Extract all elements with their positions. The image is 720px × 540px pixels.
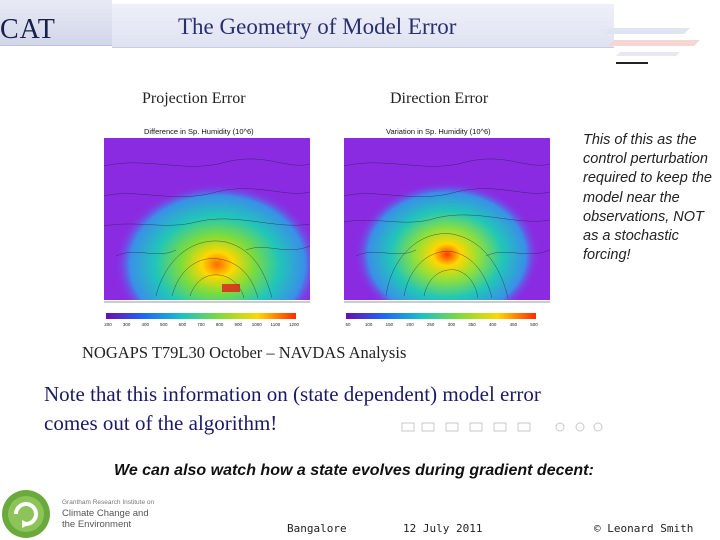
gradient-descent-headline: We can also watch how a state evolves during gradient decent:: [114, 462, 594, 479]
title-bar: [112, 4, 614, 48]
figure-caption: NOGAPS T79L30 October – NAVDAS Analysis: [82, 343, 407, 362]
colorbar-tick-label: 700: [197, 322, 205, 327]
institute-line1: Grantham Research Institute on: [62, 499, 155, 506]
colorbar-tick-label: 900: [234, 322, 242, 327]
projection-map-heading: Difference in Sp. Humidity (10^6): [144, 127, 254, 136]
colorbar-tick-label: 500: [530, 322, 538, 327]
institute-line2: Climate Change and: [62, 508, 149, 519]
colorbar-tick-label: 400: [141, 322, 149, 327]
colorbar-tick-label: 300: [447, 322, 456, 327]
colorbar-tick-label: 1200: [288, 322, 300, 327]
projection-error-map: [96, 126, 318, 328]
colorbar-tick-label: 150: [385, 322, 394, 327]
colorbar-tick-label: 600: [178, 322, 187, 327]
colorbar-tick-label: 200: [406, 322, 414, 327]
colorbar-tick-label: 100: [364, 322, 373, 327]
slide-title: The Geometry of Model Error: [178, 14, 457, 39]
colorbar-tick-label: 350: [468, 322, 476, 327]
footer-location: Bangalore: [287, 522, 347, 535]
footer-author: © Leonard Smith: [594, 522, 694, 535]
projection-error-title: Projection Error: [142, 90, 246, 107]
colorbar-tick-label: 250: [426, 322, 435, 327]
cat-logo: [0, 0, 112, 46]
cat-logo-text: CAT: [0, 14, 56, 45]
decorative-stripes-icon: [600, 26, 710, 70]
direction-error-title: Direction Error: [390, 90, 489, 107]
colorbar-tick-label: 800: [215, 322, 224, 327]
direction-error-map: [336, 126, 558, 328]
colorbar-tick-label: 450: [509, 322, 518, 327]
institute-name: [62, 497, 172, 530]
projection-colorbar: [106, 313, 296, 319]
colorbar-tick-label: 1100: [270, 322, 281, 327]
colorbar-tick-label: 500: [160, 322, 168, 327]
colorbar-tick-label: 50: [345, 322, 351, 327]
footer-date: 12 July 2011: [403, 522, 483, 535]
colorbar-tick-label: 300: [122, 322, 131, 327]
colorbar-tick-label: 200: [104, 322, 112, 327]
colorbar-tick-label: 1000: [251, 322, 262, 327]
direction-colorbar: [346, 313, 536, 319]
institute-line3: the Environment: [62, 519, 132, 530]
model-error-note: Note that this information on (state dependent) model error comes out of the algorithm!: [44, 382, 541, 435]
slide-navigation-icon: [400, 420, 612, 434]
direction-map-heading: Variation in Sp. Humidity (10^6): [386, 127, 491, 136]
side-note: This of this as the control perturbation required to keep the model near the observations, NOT as a stochastic forcing!: [583, 132, 712, 264]
colorbar-tick-label: 400: [488, 322, 497, 327]
